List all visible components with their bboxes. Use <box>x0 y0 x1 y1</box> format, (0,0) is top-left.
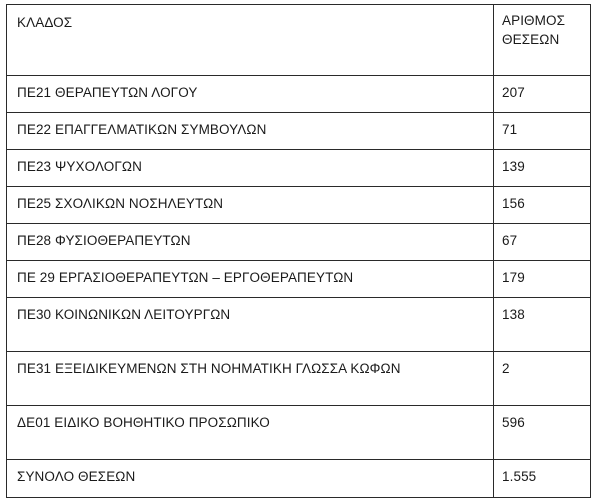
row-specialty: ΠΕ30 ΚΟΙΝΩΝΙΚΩΝ ΛΕΙΤΟΥΡΓΩΝ <box>7 298 494 352</box>
table-row <box>7 113 591 150</box>
total-value: 1.555 <box>494 460 591 498</box>
total-label: ΣΥΝΟΛΟ ΘΕΣΕΩΝ <box>7 460 494 498</box>
table-row <box>7 224 591 261</box>
table-row <box>7 150 591 187</box>
row-positions: 179 <box>494 261 591 298</box>
row-positions: 2 <box>494 352 591 406</box>
positions-table <box>6 4 591 498</box>
row-specialty: ΠΕ25 ΣΧΟΛΙΚΩΝ ΝΟΣΗΛΕΥΤΩΝ <box>7 187 494 224</box>
table-row <box>7 187 591 224</box>
row-specialty: ΔΕ01 ΕΙΔΙΚΟ ΒΟΗΘΗΤΙΚΟ ΠΡΟΣΩΠΙΚΟ <box>7 406 494 460</box>
header-positions-line2: ΘΕΣΕΩΝ <box>502 32 560 47</box>
table-row <box>7 352 591 406</box>
row-positions: 138 <box>494 298 591 352</box>
row-specialty: ΠΕ 29 ΕΡΓΑΣΙΟΘΕΡΑΠΕΥΤΩΝ – ΕΡΓΟΘΕΡΑΠΕΥΤΩΝ <box>7 261 494 298</box>
row-positions: 139 <box>494 150 591 187</box>
header-specialty: ΚΛΑΔΟΣ <box>7 5 494 76</box>
row-specialty: ΠΕ28 ΦΥΣΙΟΘΕΡΑΠΕΥΤΩΝ <box>7 224 494 261</box>
row-positions: 67 <box>494 224 591 261</box>
table-header-row <box>7 5 591 76</box>
row-positions: 71 <box>494 113 591 150</box>
table-row <box>7 76 591 113</box>
row-specialty: ΠΕ22 ΕΠΑΓΓΕΛΜΑΤΙΚΩΝ ΣΥΜΒΟΥΛΩΝ <box>7 113 494 150</box>
table-row <box>7 298 591 352</box>
header-positions-line1: ΑΡΙΘΜΟΣ <box>502 13 566 28</box>
row-positions: 156 <box>494 187 591 224</box>
row-specialty: ΠΕ31 ΕΞΕΙΔΙΚΕΥΜΕΝΩΝ ΣΤΗ ΝΟΗΜΑΤΙΚΗ ΓΛΩΣΣΑ ΚΩΦΩΝ <box>7 352 494 406</box>
table-row <box>7 406 591 460</box>
table-total-row <box>7 460 591 498</box>
row-positions: 596 <box>494 406 591 460</box>
row-specialty: ΠΕ23 ΨΥΧΟΛΟΓΩΝ <box>7 150 494 187</box>
table-row <box>7 261 591 298</box>
header-positions <box>494 5 591 76</box>
row-positions: 207 <box>494 76 591 113</box>
row-specialty: ΠΕ21 ΘΕΡΑΠΕΥΤΩΝ ΛΟΓΟΥ <box>7 76 494 113</box>
